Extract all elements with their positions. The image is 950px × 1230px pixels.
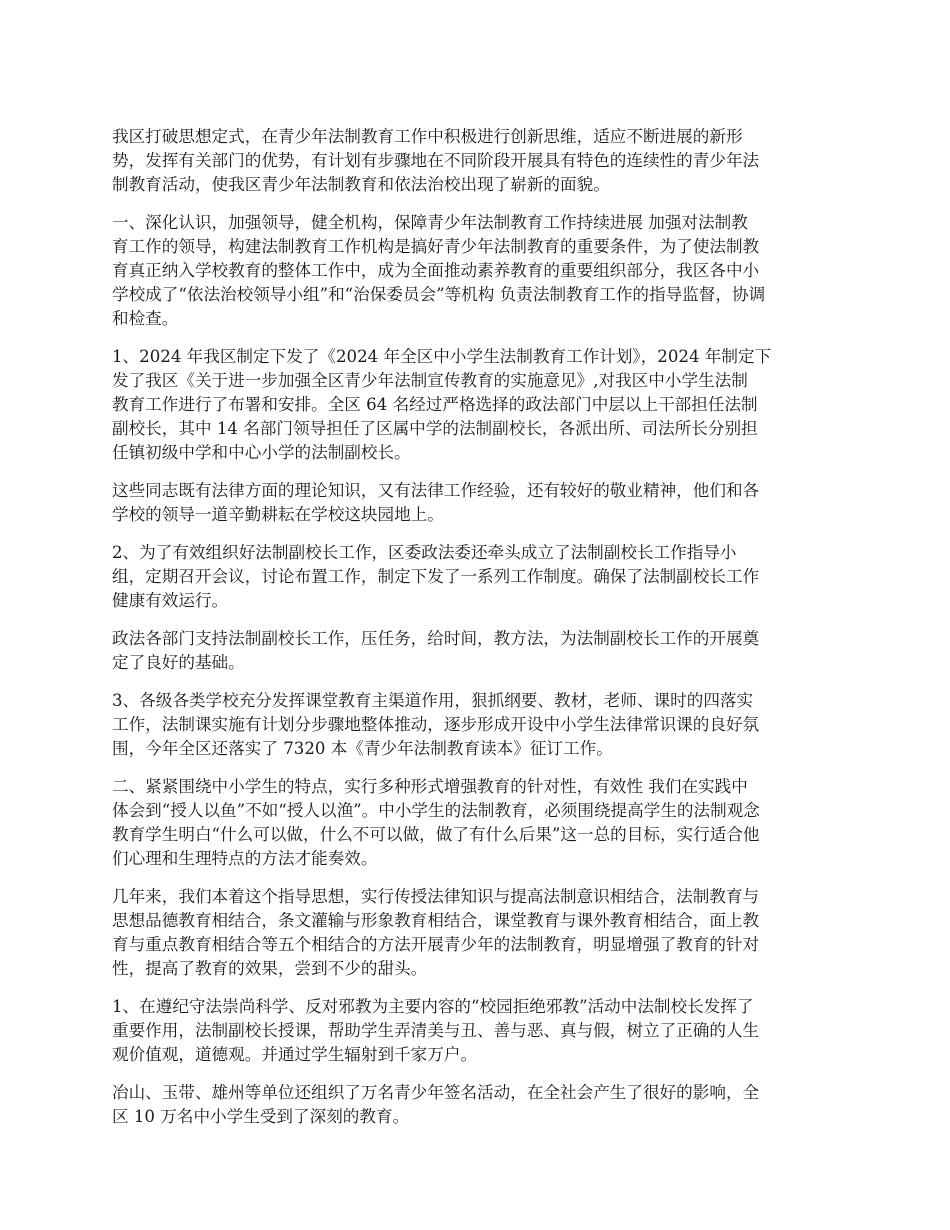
paragraph-item-1: 1、2024 年我区制定下发了《2024 年全区中小学生法制教育工作计划》，2024 年制定下 发了我区《关于进一步加强全区青少年法制宣传教育的实施意见》,对我区中小学生法制 教育工作进行了布署和安排。全区 64 名经过严格选择的政法部门中层以上干部担任法制 副校长，其中 14 名部门领导担任了区属中学的法制副校长，各派出所、司法所长分别担 任镇初级中学和中心小学的法制副校长。 — [112, 347, 772, 462]
paragraph-section-2-item-1: 1、在遵纪守法崇尚科学、反对邪教为主要内容的“校园拒绝邪教”活动中法制校长发挥了 重要作用，法制副校长授课，帮助学生弄清美与丑、善与恶、真与假，树立了正确的人生 观价值观，道德观。并通过学生辐射到千家万户。 — [112, 997, 760, 1064]
paragraph-section-2-heading: 二、紧紧围绕中小学生的特点，实行多种形式增强教育的针对性，有效性 我们在实践中 体会到“授人以鱼”不如“授人以渔”。中小学生的法制教育，必须围绕提高学生的法制观念 教育学生明白“什么可以做，什么不可以做，做了有什么后果”这一总的目标，实行适合他 们心理和生理特点的方法才能奏效。 — [112, 777, 760, 868]
paragraph-item-1-continued: 这些同志既有法律方面的理论知识，又有法律工作经验，还有较好的敬业精神，他们和各 学校的领导一道辛勤耕耘在学校这块园地上。 — [112, 481, 760, 524]
paragraph-section-1-heading: 一、深化认识，加强领导，健全机构，保障青少年法制教育工作持续进展 加强对法制教 育工作的领导，构建法制教育工作机构是搞好青少年法制教育的重要条件，为了使法制教 育真正纳入学校教育的整体工作中，成为全面推动素养教育的重要组织部分，我区各中小 学校成了“依法治校领导小组”和“治保委员会”等机构 负责法制教育工作的指导监督，协调 和检查。 — [112, 213, 766, 328]
paragraph-item-2: 2、为了有效组织好法制副校长工作，区委政法委还牵头成立了法制副校长工作指导小 组，定期召开会议，讨论布置工作，制定下发了一系列工作制度。确保了法制副校长工作 健康有效运行。 — [112, 543, 760, 610]
paragraph-item-3: 3、各级各类学校充分发挥课堂教育主渠道作用，狠抓纲要、教材，老师、课时的四落实 工作，法制课实施有计划分步骤地整体推动，逐步形成开设中小学生法律常识课的良好氛 围，今年全区还落实了 7320 本《青少年法制教育读本》征订工作。 — [112, 691, 760, 758]
paragraph-item-2-continued: 政法各部门支持法制副校长工作，压任务，给时间，教方法，为法制副校长工作的开展奠 定了良好的基础。 — [112, 629, 760, 672]
paragraph-section-2-item-1-continued: 冶山、玉带、雄州等单位还组织了万名青少年签名活动，在全社会产生了很好的影响，全 区 10 万名中小学生受到了深刻的教育。 — [112, 1083, 760, 1126]
paragraph-section-2-body: 几年来，我们本着这个指导思想，实行传授法律知识与提高法制意识相结合，法制教育与 思想品德教育相结合，条文灌输与形象教育相结合，课堂教育与课外教育相结合，面上教 育与重点教育相结合等五个相结合的方法开展青少年的法制教育，明显增强了教育的针对 性，提高了教育的效果，尝到不少的甜头。 — [112, 887, 760, 978]
document-body — [112, 125, 839, 1143]
paragraph-intro: 我区打破思想定式，在青少年法制教育工作中积极进行创新思维，适应不断进展的新形 势，发挥有关部门的优势，有计划有步骤地在不同阶段开展具有特色的连续性的青少年法 制教育活动，使我区青少年法制教育和依法治校出现了崭新的面貌。 — [112, 127, 760, 194]
